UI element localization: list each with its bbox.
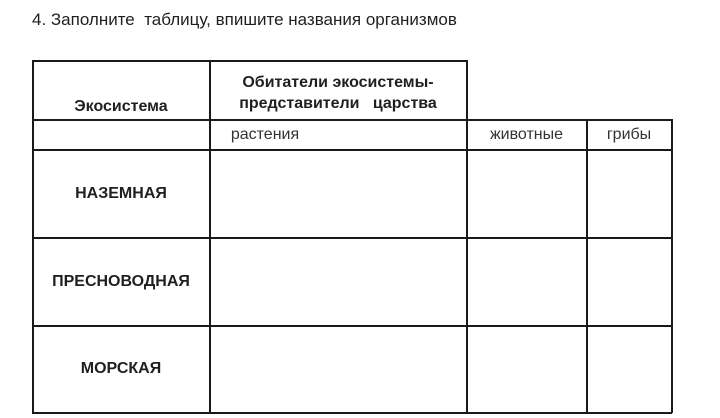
row-label-freshwater-text: ПРЕСНОВОДНАЯ (52, 272, 190, 290)
row-label-marine (33, 326, 209, 412)
subheader-plants-label: растения (230, 125, 300, 143)
subheader-animals (467, 120, 586, 149)
table-col-divider (586, 119, 588, 413)
subheader-plants (210, 120, 320, 149)
subheader-animals-label: животные (489, 125, 564, 143)
row-label-terrestrial-text: НАЗЕМНАЯ (75, 184, 167, 202)
table-border-bottom (32, 412, 672, 414)
header-ecosystem-label: Экосистема (74, 98, 168, 115)
row-label-terrestrial (33, 150, 209, 237)
subheader-fungi (587, 120, 671, 149)
row-label-marine-text: МОРСКАЯ (80, 360, 162, 377)
row-label-freshwater (33, 238, 209, 325)
header-ecosystem (33, 96, 209, 118)
header-inhabitants-label: Обитатели экосистемы- представители царства (239, 74, 437, 112)
task-instruction: 4. Заполните таблицу, впишите названия организмов (32, 10, 457, 29)
table-border-top (32, 60, 467, 62)
header-inhabitants (210, 71, 466, 115)
subheader-fungi-label: грибы (606, 125, 652, 143)
table-border-right (671, 119, 673, 413)
table-col-divider (466, 60, 468, 413)
